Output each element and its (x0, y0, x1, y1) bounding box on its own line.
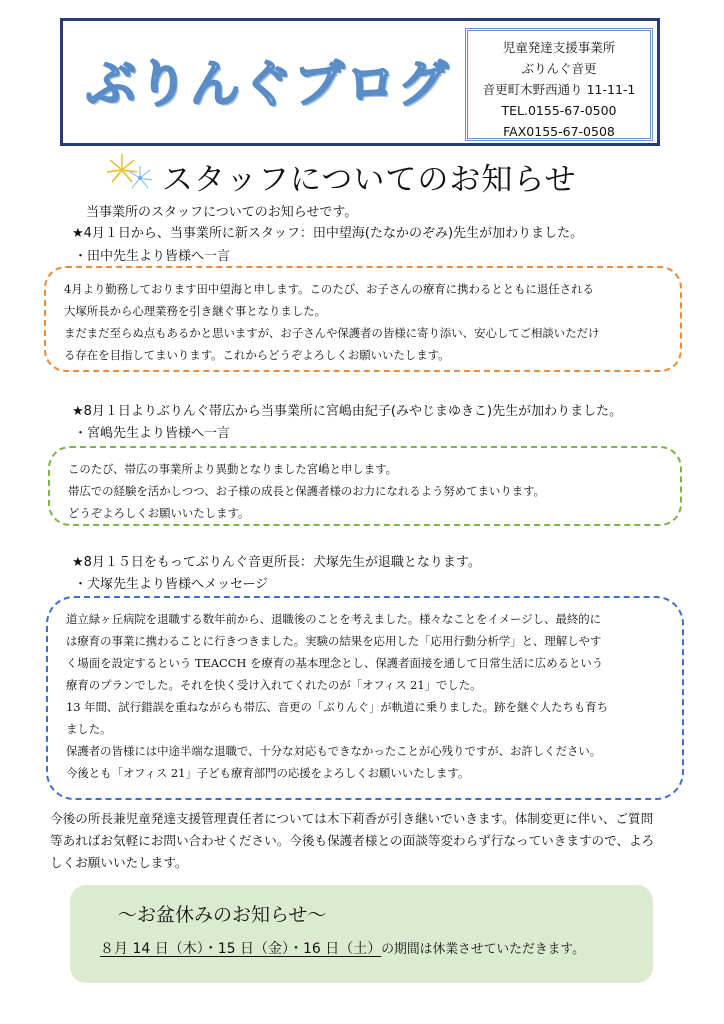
message-line: く場面を設定するという TEACCH を療育の基本理念とし、保護者面接を通して日常生活に広めるという (66, 656, 604, 670)
message-line: 療育のプランでした。それを快く受け入れてくれたのが「オフィス 21」でした。 (66, 678, 482, 692)
closing-line: しくお願いいたします。 (50, 855, 188, 870)
item1-heading: ★4月１日から、当事業所に新スタッフ：田中望海(たなかのぞみ)先生が加わりました。 (72, 226, 584, 241)
message-line: 道立緑ヶ丘病院を退職する数年前から、退職後のことを考えました。様々なことをイメージし、最終的に (66, 612, 602, 626)
notice-title: スタッフについてのお知らせ (162, 162, 577, 198)
item2-sub: ・宮嶋先生より皆様へ一言 (74, 426, 231, 441)
obon-title: ～お盆休みのお知らせ～ (118, 904, 327, 926)
message-line: 13 年間、試行錯誤を重ねながらも帯広、音更の「ぶりんぐ」が軌道に乗りました。跡を継ぐ人たちも育ち (66, 700, 609, 714)
closing-line: 等あればお気軽にお問い合わせください。今後も保護者様との面談等変わらず行なっていきますので、よろ (50, 833, 655, 848)
message-box-inuzuka (46, 596, 684, 800)
item1-sub: ・田中先生より皆様へ一言 (74, 249, 231, 264)
closing-paragraph (50, 808, 682, 874)
fax: FAX0155-67-0508 (503, 124, 615, 139)
message-line: 帯広での経験を活かしつつ、お子様の成長と保護者様のお力になれるよう努めてまいります。 (68, 484, 546, 498)
message-line: は療育の事業に携わることに行きつきました。実験の結果を応用した「応用行動分析学」と、理解しやす (66, 634, 602, 648)
message-line: まだまだ至らぬ点もあるかと思いますが、お子さんや保護者の皆様に寄り添い、安心してご相談いただけ (64, 326, 600, 340)
obon-suffix: の期間は休業させていただきます。 (381, 942, 585, 957)
contact-info-box (465, 28, 653, 141)
message-line: 大塚所長から心理業務を引き継ぐ事となりました。 (64, 304, 326, 318)
message-line: ました。 (66, 722, 112, 736)
message-line: このたび、帯広の事業所より異動となりました宮嶋と申します。 (68, 462, 397, 476)
blog-title: ぶりんぐブログ (86, 55, 450, 113)
item3-heading: ★8月１５日をもってぶりんぐ音更所長：犬塚先生が退職となります。 (72, 555, 481, 570)
message-box-miyajima (48, 446, 682, 526)
tel: TEL.0155-67-0500 (501, 103, 617, 118)
message-line: どうぞよろしくお願いいたします。 (68, 506, 250, 520)
message-line: る存在を目指してまいります。これからどうぞよろしくお願いいたします。 (64, 348, 450, 362)
firework-icon (104, 150, 156, 194)
org-name: ぶりんぐ音更 (521, 61, 597, 76)
message-box-tanaka (44, 266, 682, 372)
item2-heading: ★8月１日よりぶりんぐ帯広から当事業所に宮嶋由紀子(みやじまゆきこ)先生が加わりました。 (72, 404, 623, 419)
notice-intro: 当事業所のスタッフについてのお知らせです。 (86, 205, 358, 220)
message-line: 保護者の皆様には中途半端な退職で、十分な対応もできなかったことが心残りですが、お許しください。 (66, 744, 602, 758)
item3-sub: ・犬塚先生より皆様へメッセージ (74, 577, 269, 592)
message-line: 今後とも「オフィス 21」子ども療育部門の応援をよろしくお願いいたします。 (66, 766, 470, 780)
obon-text (100, 938, 585, 958)
obon-dates: ８月 14 日（木）・15 日（金）・16 日（土） (100, 941, 382, 957)
closing-line: 今後の所長兼児童発達支援管理責任者については木下莉香が引き継いでいきます。体制変更に伴い、ご質問 (50, 811, 654, 826)
address: 音更町木野西通り 11-11-1 (482, 82, 636, 97)
message-line: 4月より勤務しております田中望海と申します。このたび、お子さんの療育に携わるとともに退任される (64, 282, 594, 296)
org-type: 児童発達支援事業所 (502, 40, 616, 55)
